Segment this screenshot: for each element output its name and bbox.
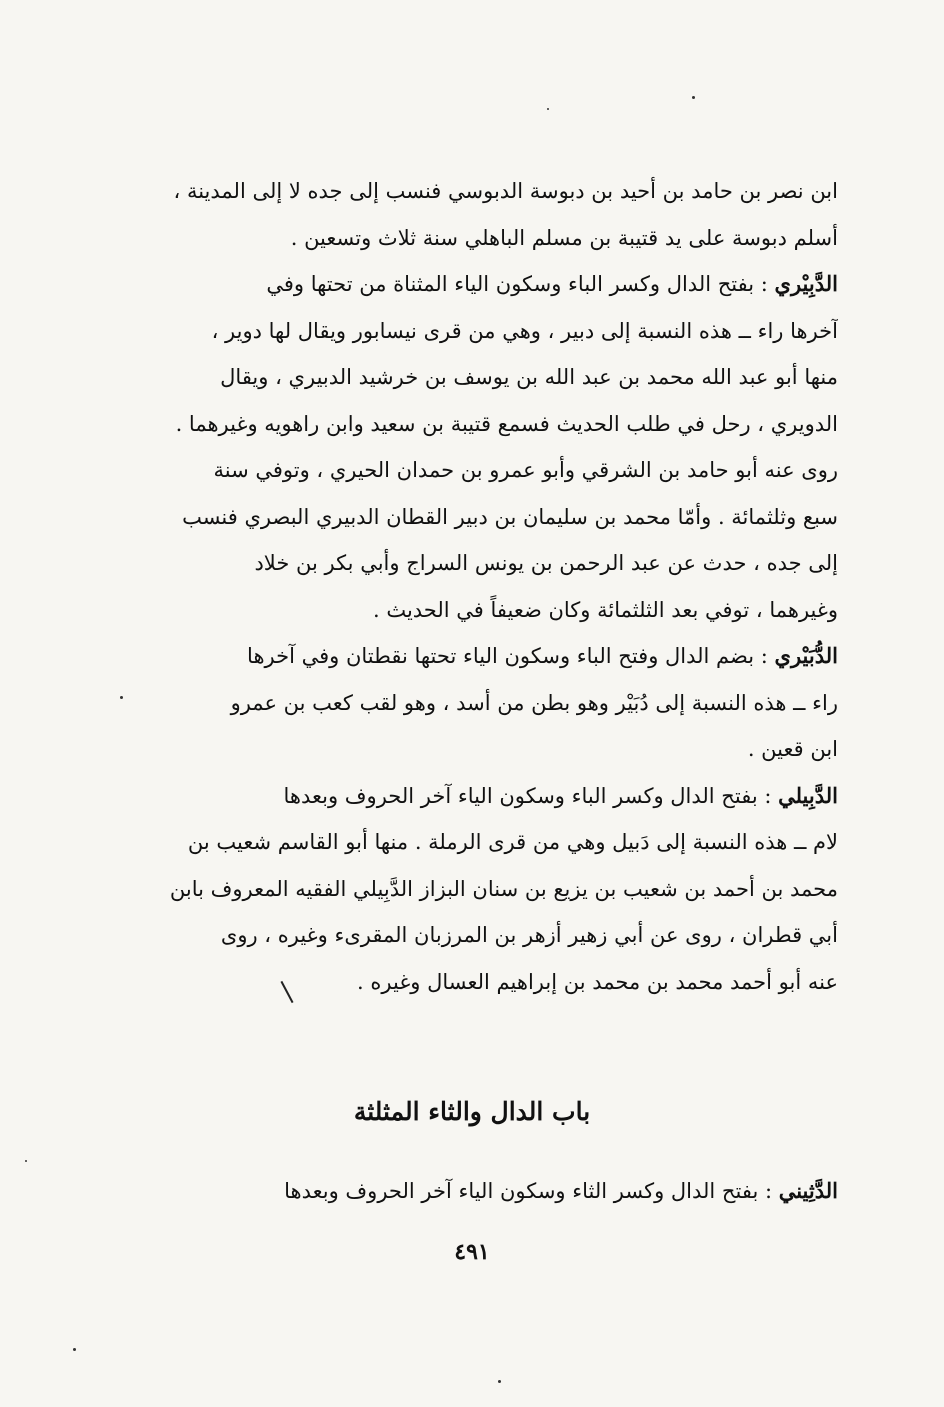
scan-speck bbox=[25, 1160, 27, 1162]
scan-speck bbox=[120, 696, 123, 699]
text-line: الدويري ، رحل في طلب الحديث فسمع قتيبة بن سعيد وابن راهويه وغيرهما . bbox=[175, 411, 838, 436]
text-line: لام ــ هذه النسبة إلى دَبيل وهي من قرى الرملة . منها أبو القاسم شعيب بن bbox=[187, 830, 838, 854]
scan-speck bbox=[692, 96, 695, 99]
entry-headword: الدَّثِيني bbox=[778, 1178, 838, 1203]
scan-speck bbox=[547, 108, 549, 110]
entry-first-line: الدُّبَيْري : بضم الدال وفتح الباء وسكون الياء تحتها نقطتان وفي آخرها bbox=[247, 643, 838, 668]
text-line: منها أبو عبد الله محمد بن عبد الله بن يوسف بن خرشيد الدبيري ، ويقال bbox=[220, 365, 838, 389]
text-line: إلى جده ، حدث عن عبد الرحمن بن يونس السراج وأبي بكر بن خلاد bbox=[254, 551, 838, 575]
text-line: آخرها راء ــ هذه النسبة إلى دبير ، وهي من قرى نيسابور ويقال لها دوير ، bbox=[211, 318, 838, 343]
entry-first-line: الدَّبِيْري : بفتح الدال وكسر الباء وسكون الياء المثناة من تحتها وفي bbox=[266, 271, 838, 296]
entry-headword: الدُّبَيْري bbox=[774, 643, 838, 668]
text-line: راء ــ هذه النسبة إلى دُبَيْر وهو بطن من أسد ، وهو لقب كعب بن عمرو bbox=[230, 690, 838, 715]
last-entry bbox=[162, 1168, 838, 1215]
scan-speck bbox=[498, 1380, 501, 1383]
text-line: سبع وثلثمائة . وأمّا محمد بن سليمان بن دبير القطان الدبيري البصري فنسب bbox=[182, 504, 838, 529]
text-line: عنه أبو أحمد محمد بن محمد بن إبراهيم العسال وغيره . bbox=[357, 969, 838, 994]
text-line: أسلم دبوسة على يد قتيبة بن مسلم الباهلي سنة ثلاث وتسعين . bbox=[290, 225, 838, 250]
page-number: ٤٩١ bbox=[454, 1239, 490, 1265]
section-heading: باب الدال والثاء المثلثة bbox=[353, 1097, 591, 1126]
scan-speck bbox=[73, 1348, 76, 1351]
text-line: ابن قعين . bbox=[747, 737, 838, 761]
entry-headword: الدَّبِيلي bbox=[778, 782, 838, 808]
entry-first-line: الدَّثِيني : بفتح الدال وكسر الثاء وسكون الياء آخر الحروف وبعدها bbox=[284, 1178, 838, 1203]
text-line: محمد بن أحمد بن شعيب بن يزيع بن سنان البزاز الدَّبِيلي الفقيه المعروف بابن bbox=[169, 876, 838, 901]
body-text bbox=[162, 168, 838, 1005]
text-line: روى عنه أبو حامد بن الشرقي وأبو عمرو بن حمدان الحيري ، وتوفي سنة bbox=[213, 458, 838, 482]
entry-first-line: الدَّبِيلي : بفتح الدال وكسر الباء وسكون الياء آخر الحروف وبعدها bbox=[283, 782, 838, 808]
text-line: ابن نصر بن حامد بن أحيد بن دبوسة الدبوسي فنسب إلى جده لا إلى المدينة ، bbox=[173, 179, 838, 203]
text-line: وغيرهما ، توفي بعد الثلثمائة وكان ضعيفاً في الحديث . bbox=[372, 597, 838, 622]
entry-headword: الدَّبِيْري bbox=[774, 271, 838, 296]
text-line: أبي قطران ، روى عن أبي زهير أزهر بن المرزبان المقرىء وغيره ، روى bbox=[220, 923, 838, 947]
